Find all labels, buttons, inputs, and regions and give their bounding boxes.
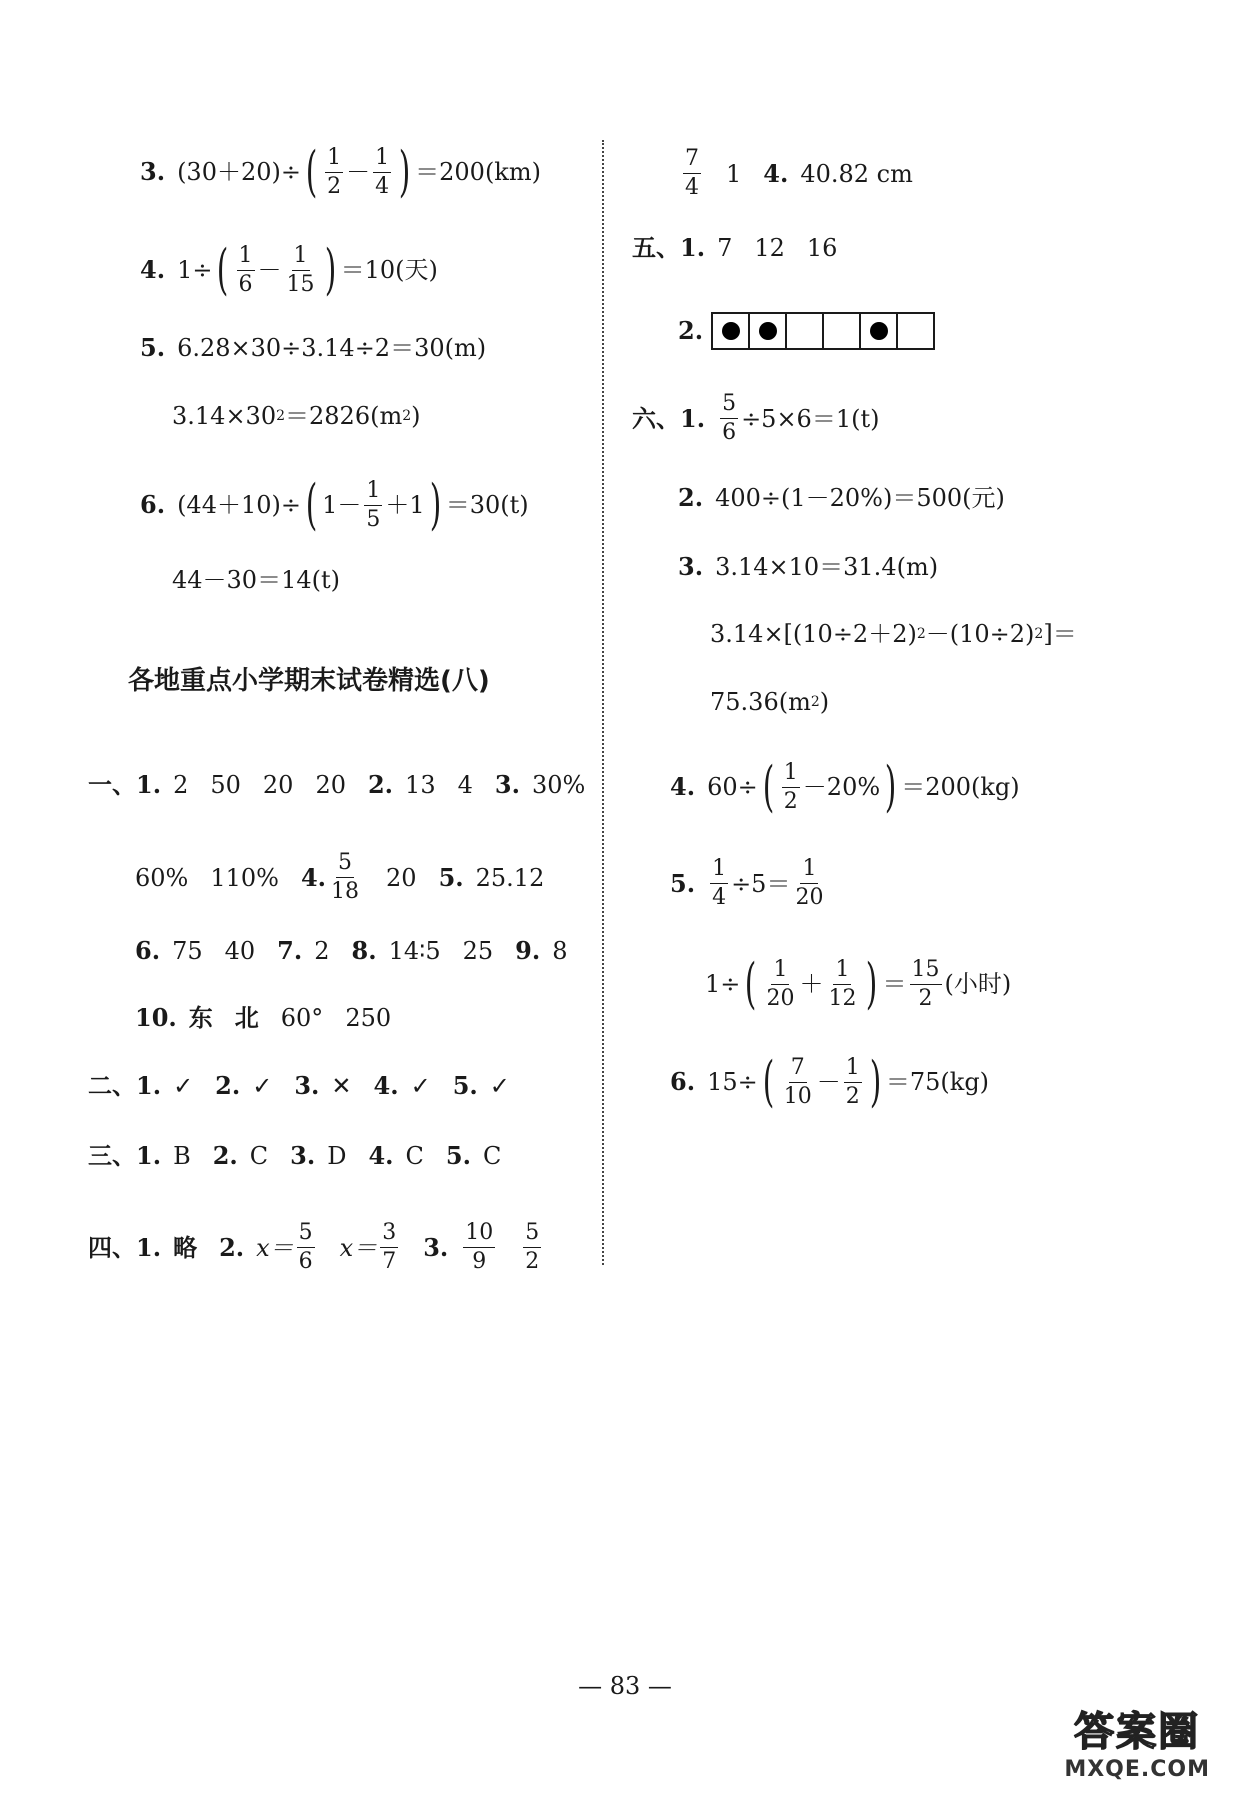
fraction: $\frac{7}{10}$ [783, 1054, 812, 1109]
fraction: $\frac{1}{2}$ [327, 144, 342, 199]
fraction: $\frac{1}{20}$ [795, 856, 824, 910]
fraction: $\frac{1}{2}$ [845, 1054, 860, 1109]
bead-dot-icon [870, 322, 888, 340]
column-divider [602, 140, 604, 1265]
bead-box-cell [861, 314, 898, 348]
answer-line-r0: $\frac{7}{4}$ 1 4. 40.82 cm [685, 146, 913, 200]
page-number: — 83 — [578, 1672, 672, 1700]
fraction: $\frac{3}{7}$ [382, 1220, 397, 1274]
section-6-line-d: 3.14×[(10÷2＋2) 2 －(10÷2) 2 ]＝ [710, 620, 1077, 648]
fraction: $\frac{1}{12}$ [828, 956, 857, 1011]
fraction: $\frac{5}{6}$ [722, 391, 737, 445]
fraction: $\frac{1}{4}$ [375, 144, 390, 199]
section-6-line-a: 六、1. $\frac{5}{6}$ ÷5×6＝1(t) [632, 391, 880, 445]
fraction: $\frac{5}{18}$ [331, 850, 360, 904]
section-1-line-d: 10. 东 北 60° 250 [135, 1003, 392, 1032]
bead-box-cell [824, 314, 861, 348]
fraction: $\frac{1}{4}$ [712, 856, 727, 910]
item-number: 4. [140, 255, 166, 284]
bead-box-cell [750, 314, 787, 348]
answer-line-6b: 44－30＝14(t) [172, 566, 340, 594]
fraction: $\frac{15}{2}$ [911, 956, 940, 1011]
section-5-line-a: 五、1. 7 12 16 [632, 233, 838, 262]
section-1-line-b: 60% 110% 4. $\frac{5}{18}$ 20 5. 25.12 [135, 850, 545, 904]
section-6-line-h: 1÷ ( $\frac{1}{20}$ ＋ $\frac{1}{12}$ ) ＝ $\frac{15}{2}$ (小时) [705, 952, 1012, 1015]
fraction: $\frac{1}{5}$ [366, 477, 381, 532]
section-1-line-a: 一、1. 2 50 20 20 2. 13 4 3. 30% [88, 770, 586, 799]
section-title: 各地重点小学期末试卷精选(八) [128, 666, 490, 696]
bead-dot-icon [722, 322, 740, 340]
answer-line-6a: 6. (44＋10)÷ ( 1－ $\frac{1}{5}$ ＋1 ) ＝30(t) [140, 473, 529, 536]
fraction: $\frac{5}{2}$ [525, 1220, 540, 1274]
answer-line-3: 3. (30＋20)÷ ( $\frac{1}{2}$ － $\frac{1}{4}$ ) ＝200(km) [140, 140, 541, 203]
section-6-line-g: 5. $\frac{1}{4}$ ÷5＝ $\frac{1}{20}$ [670, 856, 824, 910]
answer-line-4: 4. 1÷ ( $\frac{1}{6}$ － $\frac{1}{15}$ ) ＝10(天) [140, 238, 438, 301]
section-2-line: 二、1. ✓ 2. ✓ 3. ✕ 4. ✓ 5. ✓ [88, 1071, 510, 1100]
section-1-line-c: 6. 75 40 7. 2 8. 14∶5 25 9. 8 [135, 936, 568, 965]
fraction: $\frac{1}{20}$ [766, 956, 795, 1011]
bead-box-cell [898, 314, 933, 348]
section-6-line-f: 4. 60÷ ( $\frac{1}{2}$ －20% ) ＝200(kg) [670, 755, 1020, 818]
item-number: 6. [140, 490, 166, 519]
section-6-line-b: 2. 400÷(1－20%)＝500(元) [678, 483, 1005, 512]
section-5-line-b: 2. [678, 312, 935, 350]
section-6-line-c: 3. 3.14×10＝31.4(m) [678, 552, 939, 581]
answer-line-5b: 3.14×30 2 ＝2826(m 2 ) [172, 402, 421, 430]
section-6-line-i: 6. 15÷ ( $\frac{7}{10}$ － $\frac{1}{2}$ ) ＝75(kg) [670, 1050, 990, 1113]
section-6-line-e: 75.36(m 2 ) [710, 688, 830, 716]
fraction: $\frac{7}{4}$ [685, 146, 699, 200]
answer-line-5a: 5. 6.28×30÷3.14÷2＝30(m) [140, 333, 487, 362]
item-number: 5. [140, 333, 166, 362]
fraction: $\frac{1}{6}$ [238, 242, 253, 297]
fraction: $\frac{1}{2}$ [783, 759, 798, 814]
fraction: $\frac{5}{6}$ [298, 1220, 313, 1274]
fraction: $\frac{10}{9}$ [465, 1220, 494, 1274]
bead-box-cell [787, 314, 824, 348]
watermark-logo: 答案圈 MXQE.COM [1064, 1709, 1210, 1782]
item-number: 3. [140, 157, 166, 186]
section-4-line: 四、1. 略 2. x＝ $\frac{5}{6}$ x＝ $\frac{3}{7}$ 3. $\frac{10}{9}$ $\frac{5}{2}$ [88, 1220, 540, 1274]
fraction: $\frac{1}{15}$ [286, 242, 315, 297]
section-3-line: 三、1. B 2. C 3. D 4. C 5. C [88, 1141, 502, 1170]
bead-box-row [711, 312, 935, 350]
bead-dot-icon [759, 322, 777, 340]
bead-box-cell [713, 314, 750, 348]
